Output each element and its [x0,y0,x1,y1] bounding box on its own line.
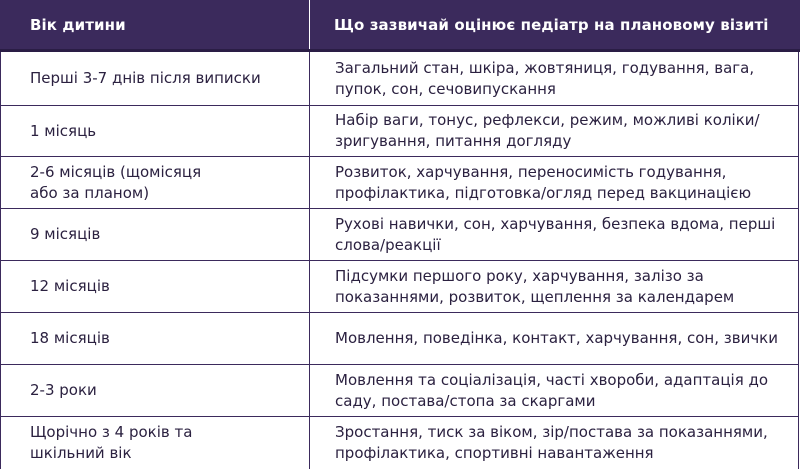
row-age: 1 місяць [30,121,97,140]
row-age: 12 місяців [30,277,110,295]
header-divider [309,0,310,49]
column-divider [309,106,310,156]
table-row [0,52,799,106]
table-row [0,209,799,261]
table-row [0,261,799,313]
row-assessment: Зростання, тиск за віком, зір/постава за показаннями, профілактика, спортивні навантаження [335,423,768,462]
column-divider [309,209,310,260]
header-assessment: Що зазвичай оцінює педіатр на плановому візиті [334,15,769,34]
header-age: Вік дитини [30,15,126,34]
row-age: Перші 3-7 днів після виписки [30,69,261,87]
column-divider [309,52,310,105]
row-assessment: Мовлення, поведінка, контакт, харчування, сон, звички [335,329,778,347]
row-age: 2-3 роки [30,381,97,399]
column-divider [309,365,310,416]
row-age: 2-6 місяців (щомісяця або за планом) [30,162,202,202]
row-assessment: Підсумки першого року, харчування, залізо за показаннями, розвиток, щеплення за календарем [335,266,735,306]
table-header [0,0,800,52]
row-age: Щорічно з 4 років та шкільний вік [30,423,193,462]
column-divider [309,313,310,364]
row-age: 9 місяців [30,225,101,243]
column-divider [309,261,310,312]
row-assessment: Розвиток, харчування, переносимість годування, профілактика, підготовка/огляд перед вакцинацією [335,162,752,202]
row-assessment: Набір ваги, тонус, рефлекси, режим, можливі коліки/ зригування, питання догляду [335,111,760,150]
row-age: 18 місяців [30,329,110,347]
row-assessment: Мовлення та соціалізація, часті хвороби, адаптація до саду, постава/стопа за скаргами [335,370,769,410]
column-divider [309,417,310,469]
table-row [0,157,799,209]
table-row [0,106,799,157]
row-assessment: Рухові навички, сон, харчування, безпека вдома, перші слова/реакції [335,214,776,254]
row-assessment: Загальний стан, шкіра, жовтяниця, годування, вага, пупок, сон, сечовипускання [335,58,755,98]
column-divider [309,157,310,208]
table-row [0,417,799,469]
table-row [0,365,799,417]
table-row [0,313,799,365]
